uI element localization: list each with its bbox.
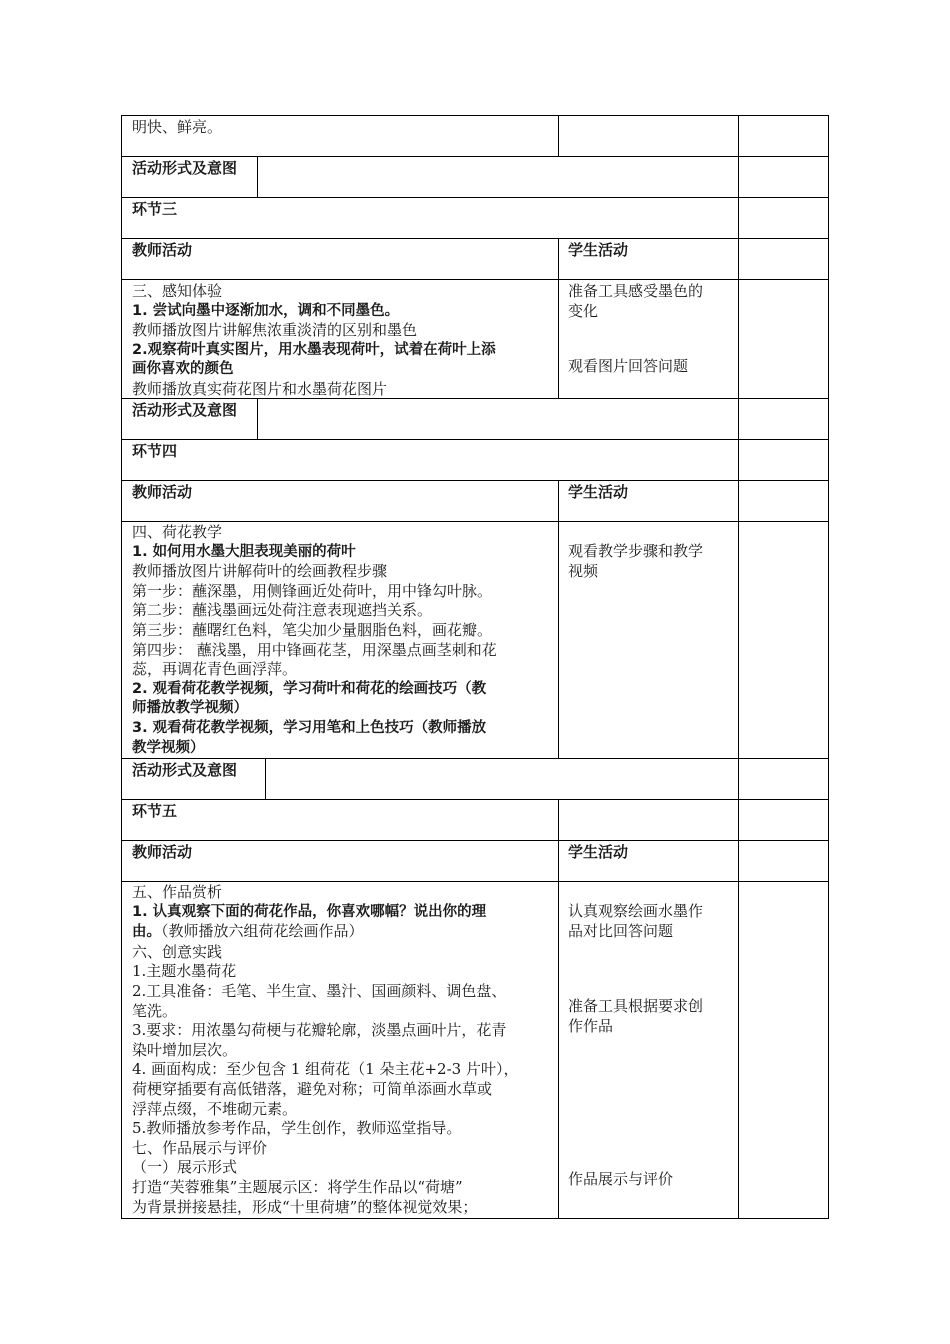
text-line: 1.主题水墨荷花 — [132, 962, 237, 981]
table-right-border — [828, 115, 829, 1219]
normal-fragment: （教师播放六组荷花绘画作品） — [161, 922, 364, 941]
section5-student-c — [568, 1170, 673, 1190]
row-line — [121, 840, 828, 841]
text-line: 2.工具准备：毛笔、半生宣、墨汁、国画颜料、调色盘、 — [132, 981, 507, 1000]
section3-teacher-header: 教师活动 — [132, 241, 193, 259]
text-line: 认真观察绘画水墨作 — [568, 902, 704, 920]
section3-student-a — [568, 282, 703, 321]
text-line: 第一步：蘸深墨，用侧锋画近处荷叶，用中锋勾叶脉。 — [132, 581, 493, 600]
row-line — [121, 799, 828, 800]
activity-label: 活动形式及意图 — [132, 401, 238, 419]
text-line: 第三步：蘸曙红色料，笔尖加少量胭脂色料，画花瓣。 — [132, 620, 493, 639]
row-line — [121, 439, 828, 440]
text-line: 五、作品赏析 — [132, 883, 223, 901]
text-line: 为背景拼接悬挂，形成“十里荷塘”的整体视觉效果； — [132, 1197, 478, 1216]
row1-text: 明快、鲜亮。 — [132, 118, 223, 136]
text-line: 2.观察荷叶真实图片，用水墨表现荷叶，试着在荷叶上添 — [132, 341, 496, 358]
column-divider-right — [738, 115, 739, 1219]
text-line: 5.教师播放参考作品，学生创作，教师巡堂指导。 — [132, 1119, 462, 1138]
col-line — [265, 758, 266, 799]
text-line: 打造“芙蓉雅集”主题展示区：将学生作品以“荷塘” — [132, 1177, 463, 1196]
section4-teacher-header: 教师活动 — [132, 483, 193, 501]
text-line: 教学视频） — [132, 739, 205, 756]
row-line — [121, 480, 828, 481]
text-line: 1. 尝试向墨中逐渐加水，调和不同墨色。 — [132, 302, 400, 319]
text-line: 观看教学步骤和教学 — [568, 542, 704, 560]
text-line: 染叶增加层次。 — [132, 1040, 238, 1059]
text-line: 变化 — [568, 301, 599, 320]
section4-student — [568, 542, 703, 581]
text-line: 教师播放图片讲解焦浓重淡清的区别和墨色 — [132, 321, 418, 340]
text-line: 准备工具感受墨色的 — [568, 282, 704, 300]
text-line: 第四步： 蘸浅墨，用中锋画花茎，用深墨点画茎刺和花 — [132, 640, 497, 659]
text-line: 三、感知体验 — [132, 282, 223, 300]
section5-title: 环节五 — [132, 802, 178, 820]
section4-teacher-content — [132, 523, 497, 758]
text-line: 4. 画面构成：至少包含 1 组荷花（1 朵主花+2-3 片叶）， — [132, 1060, 519, 1079]
row-line — [121, 238, 828, 239]
col-line — [558, 238, 559, 398]
text-line: 师播放教学视频） — [132, 700, 248, 717]
section5-student-header: 学生活动 — [568, 843, 629, 861]
text-line: 六、创意实践 — [132, 942, 223, 961]
section4-student-header: 学生活动 — [568, 483, 629, 501]
text-line: 1. 如何用水墨大胆表现美丽的荷叶 — [132, 543, 356, 560]
table-top-border — [121, 115, 828, 116]
section3-title: 环节三 — [132, 200, 178, 218]
row-line — [121, 521, 828, 522]
text-line: 观看图片回答问题 — [568, 357, 689, 375]
table-bottom-border — [121, 1218, 828, 1219]
col-line — [558, 480, 559, 758]
text-line: 视频 — [568, 561, 599, 580]
text-line: 第二步：蘸浅墨画远处荷注意表现遮挡关系。 — [132, 601, 433, 620]
text-line: 作作品 — [568, 1016, 614, 1035]
text-line: 品对比回答问题 — [568, 921, 674, 940]
text-line: 教师播放真实荷花图片和水墨荷花图片 — [132, 379, 388, 398]
activity-label: 活动形式及意图 — [132, 761, 238, 779]
text-line: 七、作品展示与评价 — [132, 1138, 268, 1157]
text-line: 浮萍点缀，不堆砌元素。 — [132, 1099, 298, 1118]
row-line — [121, 156, 828, 157]
section5-teacher-content — [132, 883, 518, 1217]
row-line — [121, 881, 828, 882]
col-line — [257, 156, 258, 197]
col-line — [558, 115, 559, 156]
section5-student-a — [568, 902, 703, 941]
text-line: 准备工具根据要求创 — [568, 997, 704, 1015]
table-left-border — [121, 115, 122, 1219]
text-line: 蕊，再调花青色画浮萍。 — [132, 660, 298, 679]
col-line — [257, 398, 258, 439]
row-line — [121, 758, 828, 759]
section5-teacher-header: 教师活动 — [132, 843, 193, 861]
text-line: 3. 观看荷花教学视频，学习用笔和上色技巧（教师播放 — [132, 719, 487, 736]
section3-teacher-content — [132, 282, 496, 400]
row-line — [121, 197, 828, 198]
section3-student-header: 学生活动 — [568, 241, 629, 259]
section4-title: 环节四 — [132, 442, 178, 460]
row-line — [121, 279, 828, 280]
section3-student-b — [568, 357, 688, 377]
bold-fragment: 由。 — [132, 924, 161, 941]
col-line — [558, 799, 559, 1219]
section5-student-b — [568, 997, 703, 1036]
text-line: （一）展示形式 — [132, 1158, 238, 1177]
text-line: 笔洗。 — [132, 1001, 178, 1020]
text-line: 荷梗穿插要有高低错落，避免对称；可简单添画水草或 — [132, 1079, 493, 1098]
text-line: 1. 认真观察下面的荷花作品，你喜欢哪幅？说出你的理 — [132, 903, 487, 920]
text-line: 教师播放图片讲解荷叶的绘画教程步骤 — [132, 562, 388, 581]
text-line: 2. 观看荷花教学视频，学习荷叶和荷花的绘画技巧（教 — [132, 680, 487, 697]
text-line: 画你喜欢的颜色 — [132, 361, 234, 378]
text-line: 3.要求：用浓墨勾荷梗与花瓣轮廓，淡墨点画叶片，花青 — [132, 1021, 507, 1040]
text-line — [132, 922, 518, 943]
text-line: 四、荷花教学 — [132, 523, 223, 541]
text-line: 作品展示与评价 — [568, 1170, 674, 1188]
activity-label: 活动形式及意图 — [132, 159, 238, 177]
